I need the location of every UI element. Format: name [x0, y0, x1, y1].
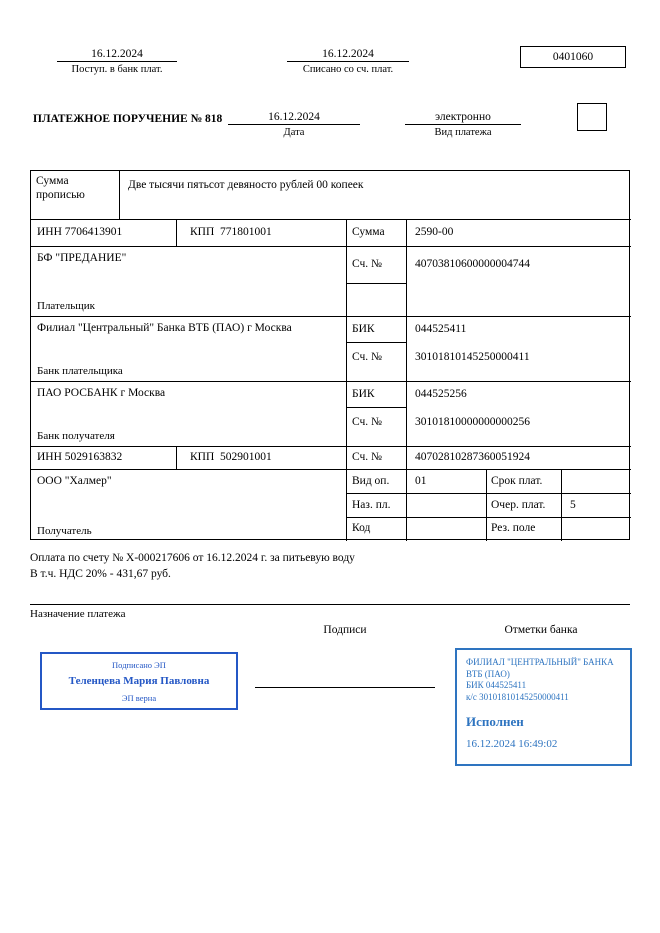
bank-marks-heading: Отметки банка [504, 624, 578, 636]
due-date-value [561, 469, 631, 493]
beneficiary-bank-bik-label: БИК [352, 387, 375, 400]
beneficiary-bank-section-label: Банк получателя [37, 429, 115, 442]
payment-kind-block [405, 111, 521, 138]
beneficiary-section-label: Получатель [37, 524, 92, 537]
payer-bank-section-label: Банк плательщика [37, 364, 123, 377]
debited-date-block [287, 48, 409, 75]
beneficiary-account: 40702810287360051924 [415, 451, 530, 464]
purpose-line-1: Оплата по счету № X-000217606 от 16.12.2024 г. за питьевую воду [30, 552, 355, 564]
beneficiary-bank-account-label: Сч. № [352, 415, 383, 428]
debited-date-label: Списано со сч. плат. [302, 64, 394, 75]
beneficiary-inn: ИНН 5029163832 [37, 451, 123, 464]
received-date-block [57, 48, 177, 75]
signature-line [255, 687, 435, 688]
bank-execution-stamp [455, 648, 632, 766]
payer-name: БФ "ПРЕДАНИЕ" [37, 252, 127, 264]
purpose-code-label: Наз. пл. [352, 498, 391, 511]
payer-account-label: Сч. № [352, 258, 383, 271]
due-date-label: Срок плат. [491, 474, 543, 487]
bank-stamp-name-line2: ВТБ (ПАО) [466, 668, 510, 679]
bank-stamp-corr-account: к/с 30101810145250000411 [466, 692, 569, 703]
doc-date-label: Дата [283, 127, 305, 138]
beneficiary-bank-bik: 044525256 [415, 387, 467, 400]
purpose-label: Назначение платежа [30, 608, 126, 620]
electronic-signature-stamp [40, 652, 238, 710]
beneficiary-name: ООО "Халмер" [37, 475, 112, 487]
payer-account: 40703810600000004744 [415, 258, 530, 271]
received-date-label: Поступ. в банк плат. [71, 64, 163, 75]
grid-line [346, 283, 406, 284]
reserve-field-label: Рез. поле [491, 522, 536, 534]
priority-value: 5 [570, 498, 576, 511]
ep-valid-label: ЭП верна [121, 692, 157, 703]
payer-bank-bik-label: БИК [352, 322, 375, 335]
bank-stamp-status: Исполнен [466, 713, 524, 729]
op-type-value: 01 [415, 474, 427, 487]
payer-inn: ИНН 7706413901 [37, 226, 123, 239]
op-type-label: Вид оп. [352, 474, 390, 487]
amount-words-label: Сумма прописью [36, 175, 85, 202]
payer-kpp: КПП 771801001 [190, 226, 272, 239]
priority-label: Очер. плат. [491, 498, 546, 511]
sum-value: 2590-00 [415, 226, 454, 239]
received-date: 16.12.2024 [57, 48, 177, 62]
ep-signer-name: Теленцева Мария Павловна [68, 675, 210, 687]
beneficiary-bank-account: 30101810000000000256 [415, 415, 530, 428]
sum-label: Сумма [352, 226, 385, 239]
payer-bank-bik: 044525411 [415, 322, 467, 335]
bank-stamp-datetime: 16.12.2024 16:49:02 [466, 737, 558, 750]
payment-kind-label: Вид платежа [434, 127, 492, 138]
beneficiary-bank-name: ПАО РОСБАНК г Москва [37, 387, 166, 399]
payer-bank-account-label: Сч. № [352, 350, 383, 363]
amount-words-value: Две тысячи пятьсот девяносто рублей 00 копеек [128, 179, 364, 191]
signatures-heading: Подписи [323, 624, 367, 636]
bank-stamp-name-line1: ФИЛИАЛ "ЦЕНТРАЛЬНЫЙ" БАНКА [466, 657, 614, 667]
payment-kind: электронно [405, 111, 521, 125]
document-title: ПЛАТЕЖНОЕ ПОРУЧЕНИЕ № 818 [33, 113, 223, 125]
beneficiary-kpp: КПП 502901001 [190, 451, 272, 464]
ep-signed-label: Подписано ЭП [112, 659, 166, 670]
form-code-box: 0401060 [520, 46, 626, 68]
code-label: Код [352, 522, 371, 534]
payer-section-label: Плательщик [37, 299, 95, 312]
code-value [406, 517, 486, 541]
purpose-area [30, 550, 630, 605]
purpose-line-2: В т.ч. НДС 20% - 431,67 руб. [30, 568, 171, 580]
payer-bank-account: 30101810145250000411 [415, 350, 530, 363]
bank-stamp-bik: БИК 044525411 [466, 680, 527, 691]
payment-table [30, 170, 630, 540]
doc-date-block [228, 111, 360, 138]
doc-date: 16.12.2024 [228, 111, 360, 125]
purpose-code-value [406, 493, 486, 517]
debited-date: 16.12.2024 [287, 48, 409, 62]
spare-box [577, 103, 607, 131]
payer-bank-name: Филиал "Центральный" Банка ВТБ (ПАО) г Москва [37, 322, 292, 334]
reserve-field-value [561, 517, 631, 541]
beneficiary-account-label: Сч. № [352, 451, 383, 464]
